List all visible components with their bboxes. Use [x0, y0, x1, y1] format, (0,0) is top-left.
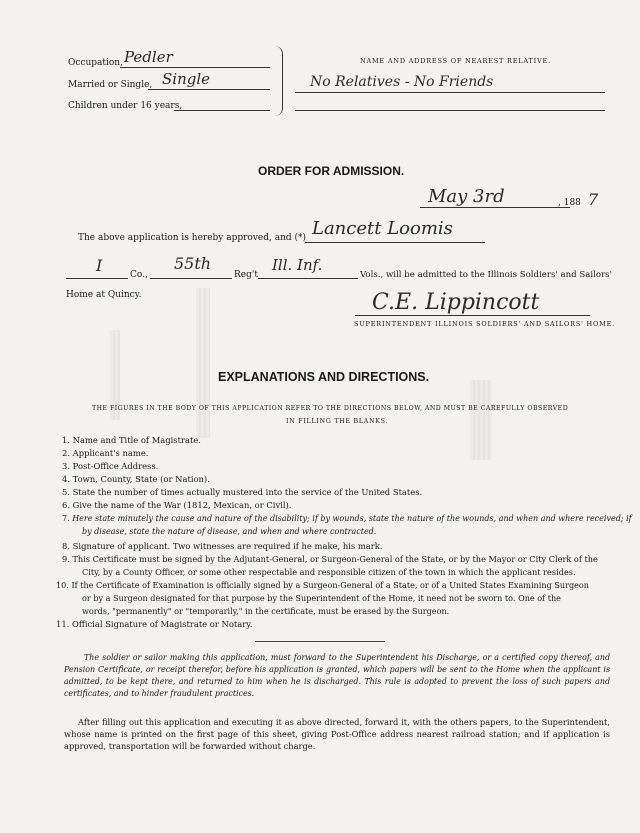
item-text: Signature of applicant. Two witnesses are required if he make, his mark. [72, 541, 383, 551]
direction-item-9-cont: City, by a County Officer, or some other respectable and responsible citizen of the town in which the applicant resides. [82, 567, 576, 577]
field-bracket [272, 46, 283, 116]
item-text: State the number of times actually mustered into the service of the United States. [72, 487, 423, 497]
home-text: Home at Quincy. [66, 290, 142, 300]
company-line [66, 278, 128, 279]
explanations-intro-1: THE FIGURES IN THE BODY OF THIS APPLICATION REFER TO THE DIRECTIONS BELOW, AND MUST BE CAREFULLY OBSERVED [92, 405, 569, 412]
company-value: I [96, 256, 103, 275]
relative-line-2 [295, 110, 605, 111]
item-text: This Certificate must be signed by the Adjutant-General, or Surgeon-General of the State, or by the Mayor or City Clerk of the [72, 554, 598, 564]
married-line [148, 89, 270, 90]
section-divider [255, 641, 385, 642]
approved-line [305, 242, 485, 243]
superintendent-title: SUPERINTENDENT ILLINOIS SOLDIERS' AND SAILORS' HOME. [354, 320, 615, 328]
direction-item-10-cont: or by a Surgeon designated for that purpose by the Superintendent of the Home, it need not be sworn to. One of the [82, 593, 561, 603]
date-value: May 3rd [428, 186, 505, 207]
item-text: Name and Title of Magistrate. [72, 435, 201, 445]
direction-item-8 [62, 541, 383, 552]
signature-line [355, 315, 590, 316]
occupation-label: Occupation, [68, 58, 123, 68]
company-label: Co., [130, 270, 148, 280]
final-paragraph: After filling out this application and executing it as above directed, forward it, with the others papers, to the Superintendent, whose name is printed on the first page of this sheet, giving Post-Office address nearest railroad station; and if application is approved, transportation will be forwarded without charge. [64, 717, 610, 751]
item-text: Official Signature of Magistrate or Notary. [72, 619, 253, 629]
item-number: 6. [62, 500, 70, 510]
item-number: 4. [62, 474, 70, 484]
married-label: Married or Single, [68, 80, 153, 90]
children-label: Children under 16 years, [68, 101, 183, 111]
vols-value: Ill. Inf. [272, 256, 323, 274]
item-text: Applicant's name. [72, 448, 149, 458]
bleed-through-mark [196, 288, 210, 438]
item-number: 10. [56, 580, 69, 590]
order-title: ORDER FOR ADMISSION. [258, 164, 405, 178]
item-text: Post-Office Address. [72, 461, 159, 471]
married-value: Single [162, 70, 211, 88]
item-text: Here state minutely the cause and nature of the disability; if by wounds, state the nature of the wounds, and when and where received; if [72, 514, 632, 523]
occupation-line [120, 67, 270, 68]
item-text: If the Certificate of Examination is officially signed by a Surgeon-General of a State, or of a United States Examining Surgeon [71, 580, 590, 590]
bleed-through-mark [470, 380, 492, 460]
approved-text: The above application is hereby approved, and (*) [78, 233, 307, 243]
item-number: 5. [62, 487, 70, 497]
regiment-line [150, 278, 232, 279]
direction-item-11 [56, 619, 253, 630]
direction-item-7-cont: by disease, state the nature of disease, and when and where contracted. [82, 527, 377, 536]
note-paragraph: The soldier or sailor making this application, must forward to the Superintendent his Discharge, or a certified copy thereof, and Pension Certificate, or receipt therefor, before his application is granted, which papers will be sent to the Home when the applicant is admitted, to be kept there, and returned to him when he is discharged. This rule is adopted to prevent the loss of such papers and certificates, and to hinder fraudulent practices. [64, 653, 610, 698]
year-value: 7 [588, 190, 599, 209]
item-number: 11. [56, 619, 70, 629]
direction-item-9 [62, 554, 598, 565]
vols-line [258, 278, 358, 279]
item-number: 2. [62, 448, 70, 458]
direction-item-4 [62, 474, 210, 485]
direction-item-10 [56, 580, 589, 591]
date-line [420, 207, 570, 208]
explanations-intro-2: IN FILLING THE BLANKS. [286, 418, 389, 425]
item-number: 8. [62, 541, 70, 551]
item-text: Town, County, State (or Nation). [72, 474, 210, 484]
item-number: 7. [62, 514, 70, 523]
occupation-value: Pedler [124, 48, 173, 66]
direction-item-10-cont2: words, "permanently" or "temporarily," in the certificate, must be erased by the Surgeon. [82, 606, 450, 616]
regiment-value: 55th [174, 254, 212, 273]
approved-name: Lancett Loomis [312, 218, 453, 239]
item-text: Give the name of the War (1812, Mexican, or Civil). [72, 500, 292, 510]
item-number: 1. [62, 435, 70, 445]
direction-item-5 [62, 487, 422, 498]
children-line [174, 110, 270, 111]
relative-heading: NAME AND ADDRESS OF NEAREST RELATIVE. [360, 57, 551, 65]
relative-value: No Relatives - No Friends [310, 74, 494, 90]
item-number: 3. [62, 461, 70, 471]
direction-item-6 [62, 500, 292, 511]
regiment-label: Reg't [234, 270, 258, 280]
direction-item-2 [62, 448, 148, 459]
direction-item-3 [62, 461, 158, 472]
year-prefix: , 188 [558, 198, 581, 208]
explanations-title: EXPLANATIONS AND DIRECTIONS. [218, 370, 430, 384]
superintendent-signature: C.E. Lippincott [372, 290, 540, 315]
relative-line-1 [295, 92, 605, 93]
direction-item-7 [62, 513, 632, 524]
item-number: 9. [62, 554, 70, 564]
vols-text: Vols., will be admitted to the Illinois Soldiers' and Sailors' [360, 270, 612, 280]
direction-item-1 [62, 435, 201, 446]
